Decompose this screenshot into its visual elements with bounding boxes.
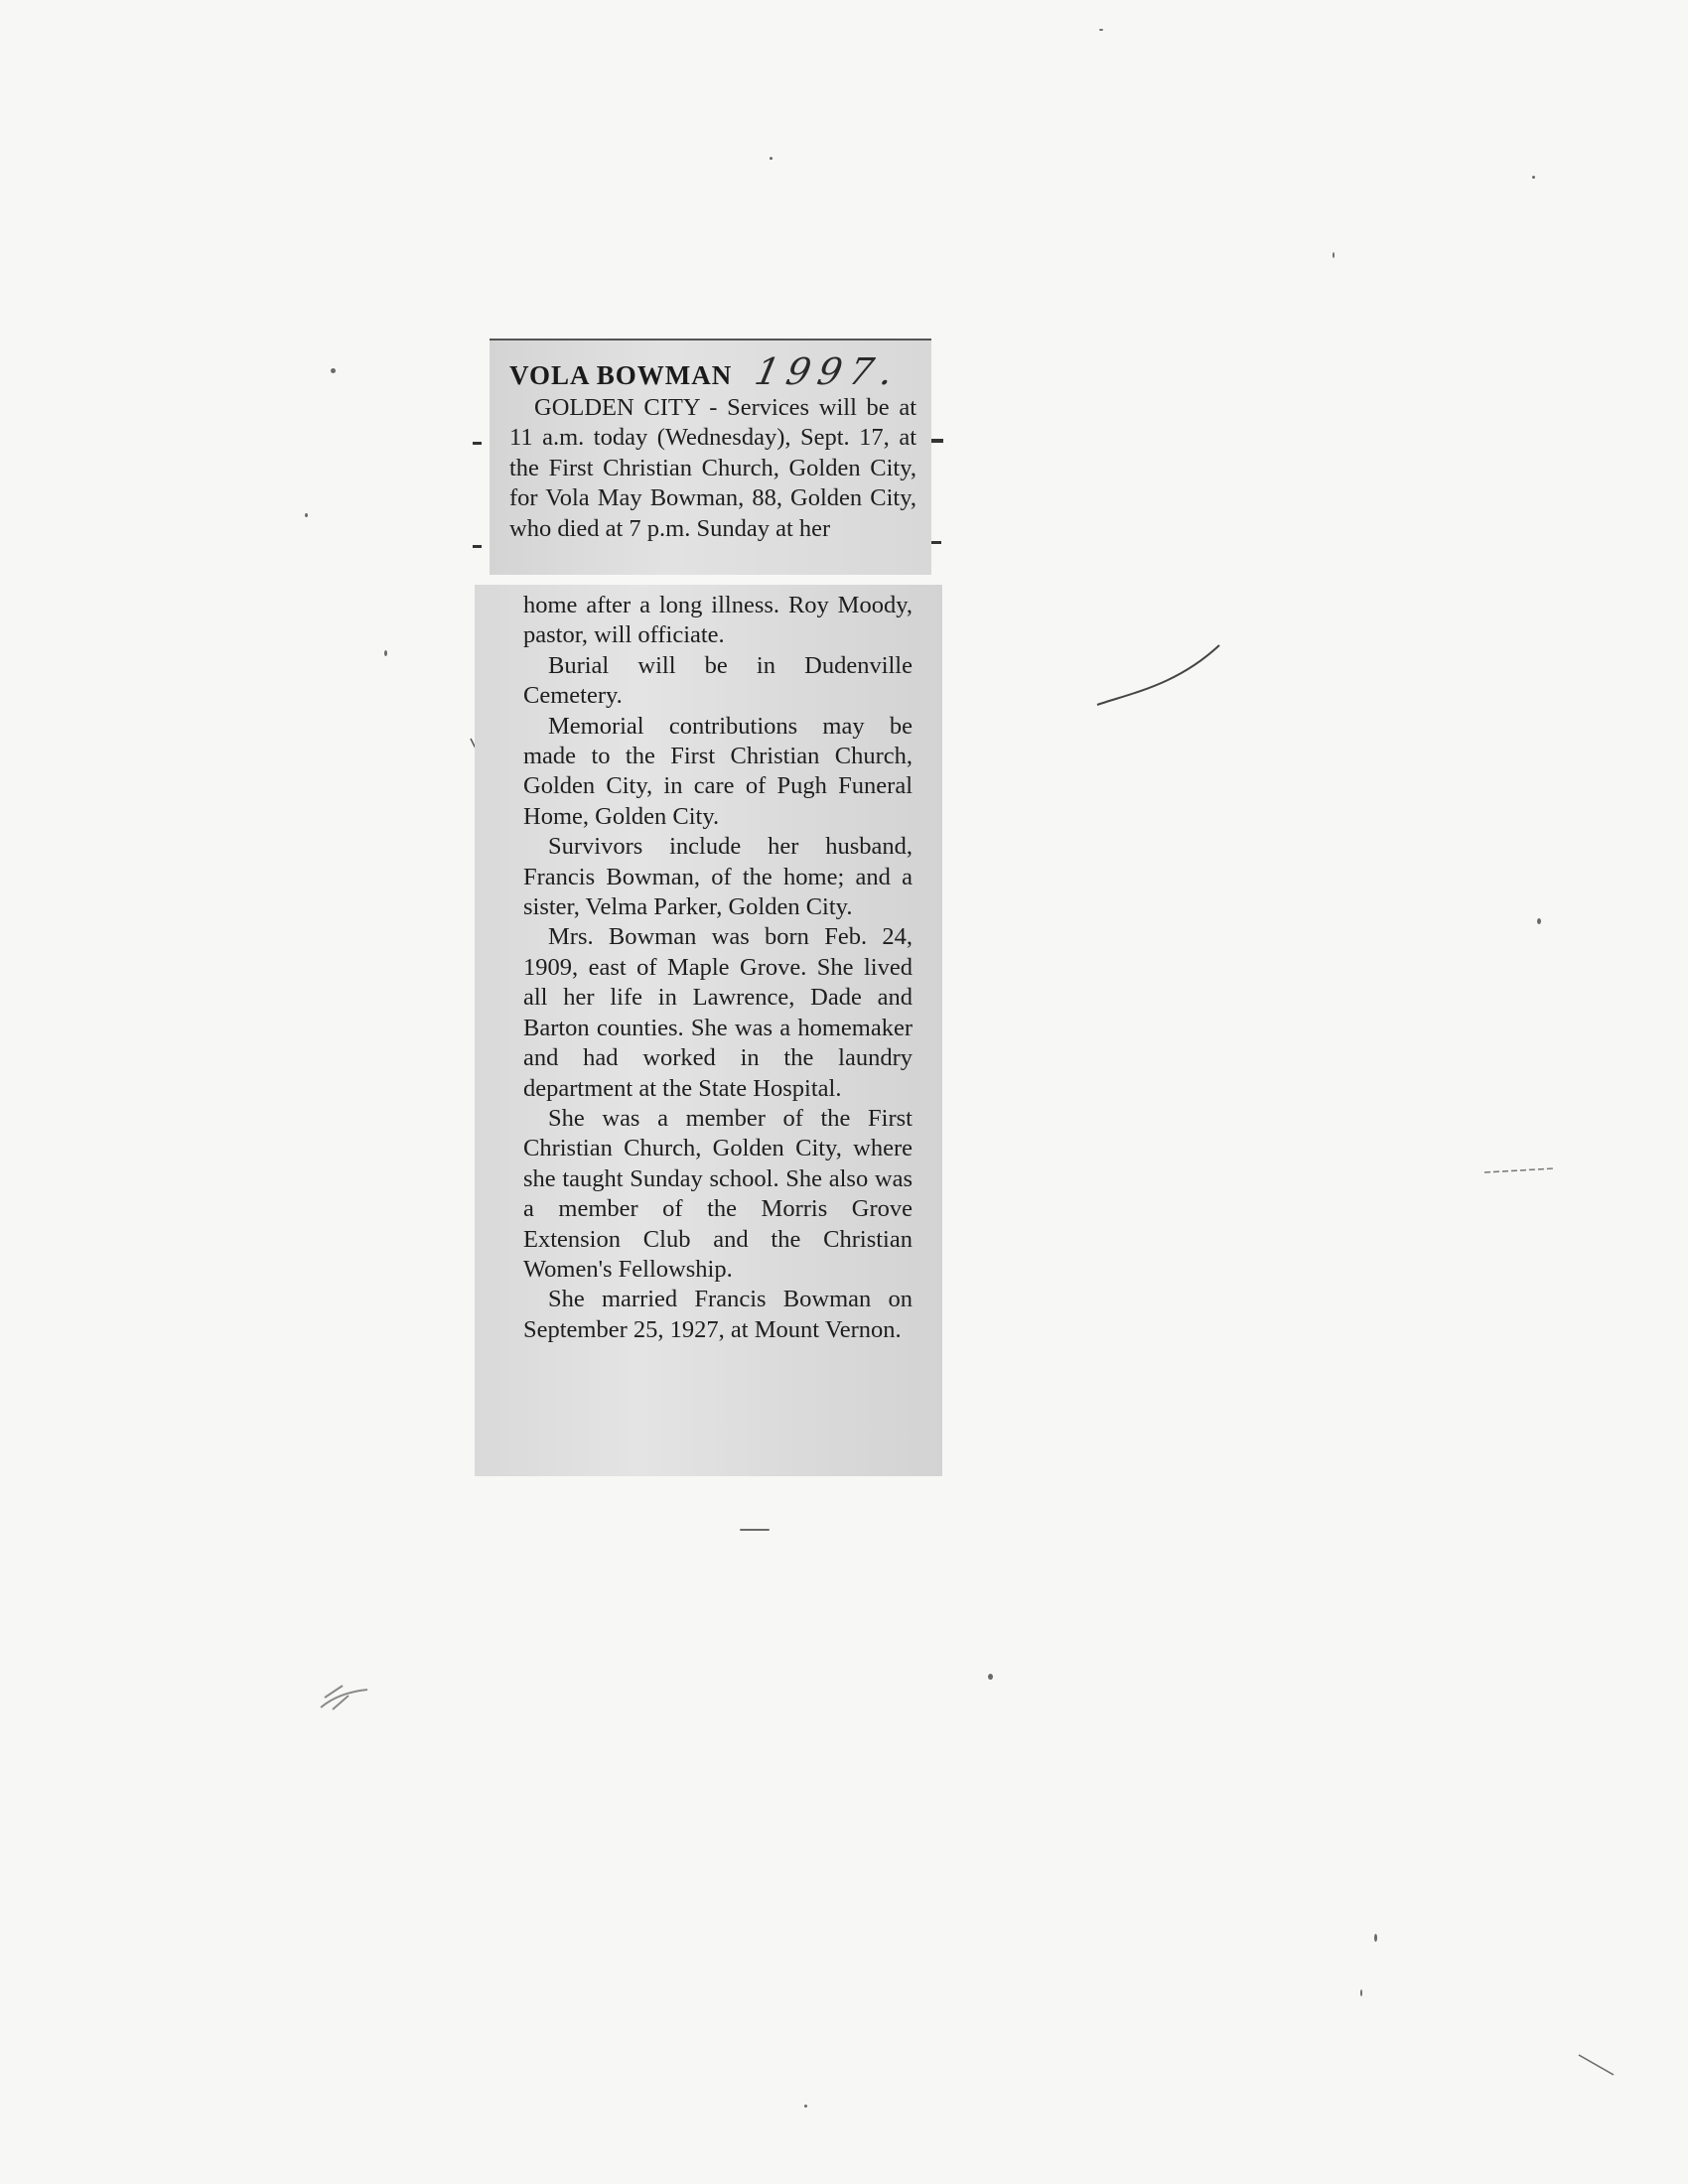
clipping-bottom-piece: [475, 585, 942, 1476]
scan-speck: [1099, 29, 1103, 31]
pen-stroke-mark: [1092, 635, 1231, 715]
obituary-paragraph: Mrs. Bowman was born Feb. 24, 1909, east of Maple Grove. She lived all her life in Lawrence, Dade and Barton counties. She was a homemaker and had worked in the laundry department at the State Hospital.: [523, 923, 913, 1102]
scan-speck: [1537, 918, 1541, 924]
margin-tick: [473, 442, 482, 445]
scan-speck: [740, 1529, 770, 1531]
scan-speck: [1333, 252, 1335, 258]
scan-speck: [305, 513, 308, 517]
margin-tick: [473, 545, 482, 548]
scan-speck: [384, 650, 387, 656]
scan-speck: [1374, 1934, 1377, 1942]
scan-speck: [988, 1674, 993, 1680]
handwritten-year-note: 1997.: [751, 350, 906, 393]
scan-speck: [804, 2105, 807, 2108]
scan-speck: [331, 368, 336, 373]
obituary-paragraph: GOLDEN CITY - Services will be at 11 a.m. today (Wednesday), Sept. 17, at the First Christian Church, Golden City, for Vola May Bowman, 88, Golden City, who died at 7 p.m. Sunday at her: [509, 394, 916, 542]
obituary-column-bottom: [523, 591, 913, 1345]
obituary-paragraph: She married Francis Bowman on September 25, 1927, at Mount Vernon.: [523, 1286, 913, 1343]
pen-stroke-mark: [313, 1668, 402, 1717]
obituary-paragraph: Survivors include her husband, Francis Bowman, of the home; and a sister, Velma Parker, Golden City.: [523, 833, 913, 921]
obituary-paragraph: She was a member of the First Christian Church, Golden City, where she taught Sunday school. She also was a member of the Morris Grove Extension Club and the Christian Women's Fellowship.: [523, 1104, 913, 1283]
obituary-headline: VOLA BOWMAN: [509, 360, 733, 390]
obituary-paragraph: Memorial contributions may be made to the First Christian Church, Golden City, in care of Pugh Funeral Home, Golden City.: [523, 712, 913, 830]
obituary-paragraph: Burial will be in Dudenville Cemetery.: [523, 651, 913, 710]
obituary-column-top: [509, 393, 916, 544]
margin-tick: [931, 541, 941, 544]
scan-speck: [1532, 176, 1535, 179]
clipping-top-piece: [490, 339, 931, 575]
scan-speck: [1360, 1989, 1362, 1996]
obituary-paragraph: home after a long illness. Roy Moody, pastor, will officiate.: [523, 592, 913, 649]
scan-speck: [770, 157, 773, 160]
pen-stroke-mark: [1479, 1157, 1559, 1186]
pen-stroke-mark: [1574, 2045, 1623, 2085]
